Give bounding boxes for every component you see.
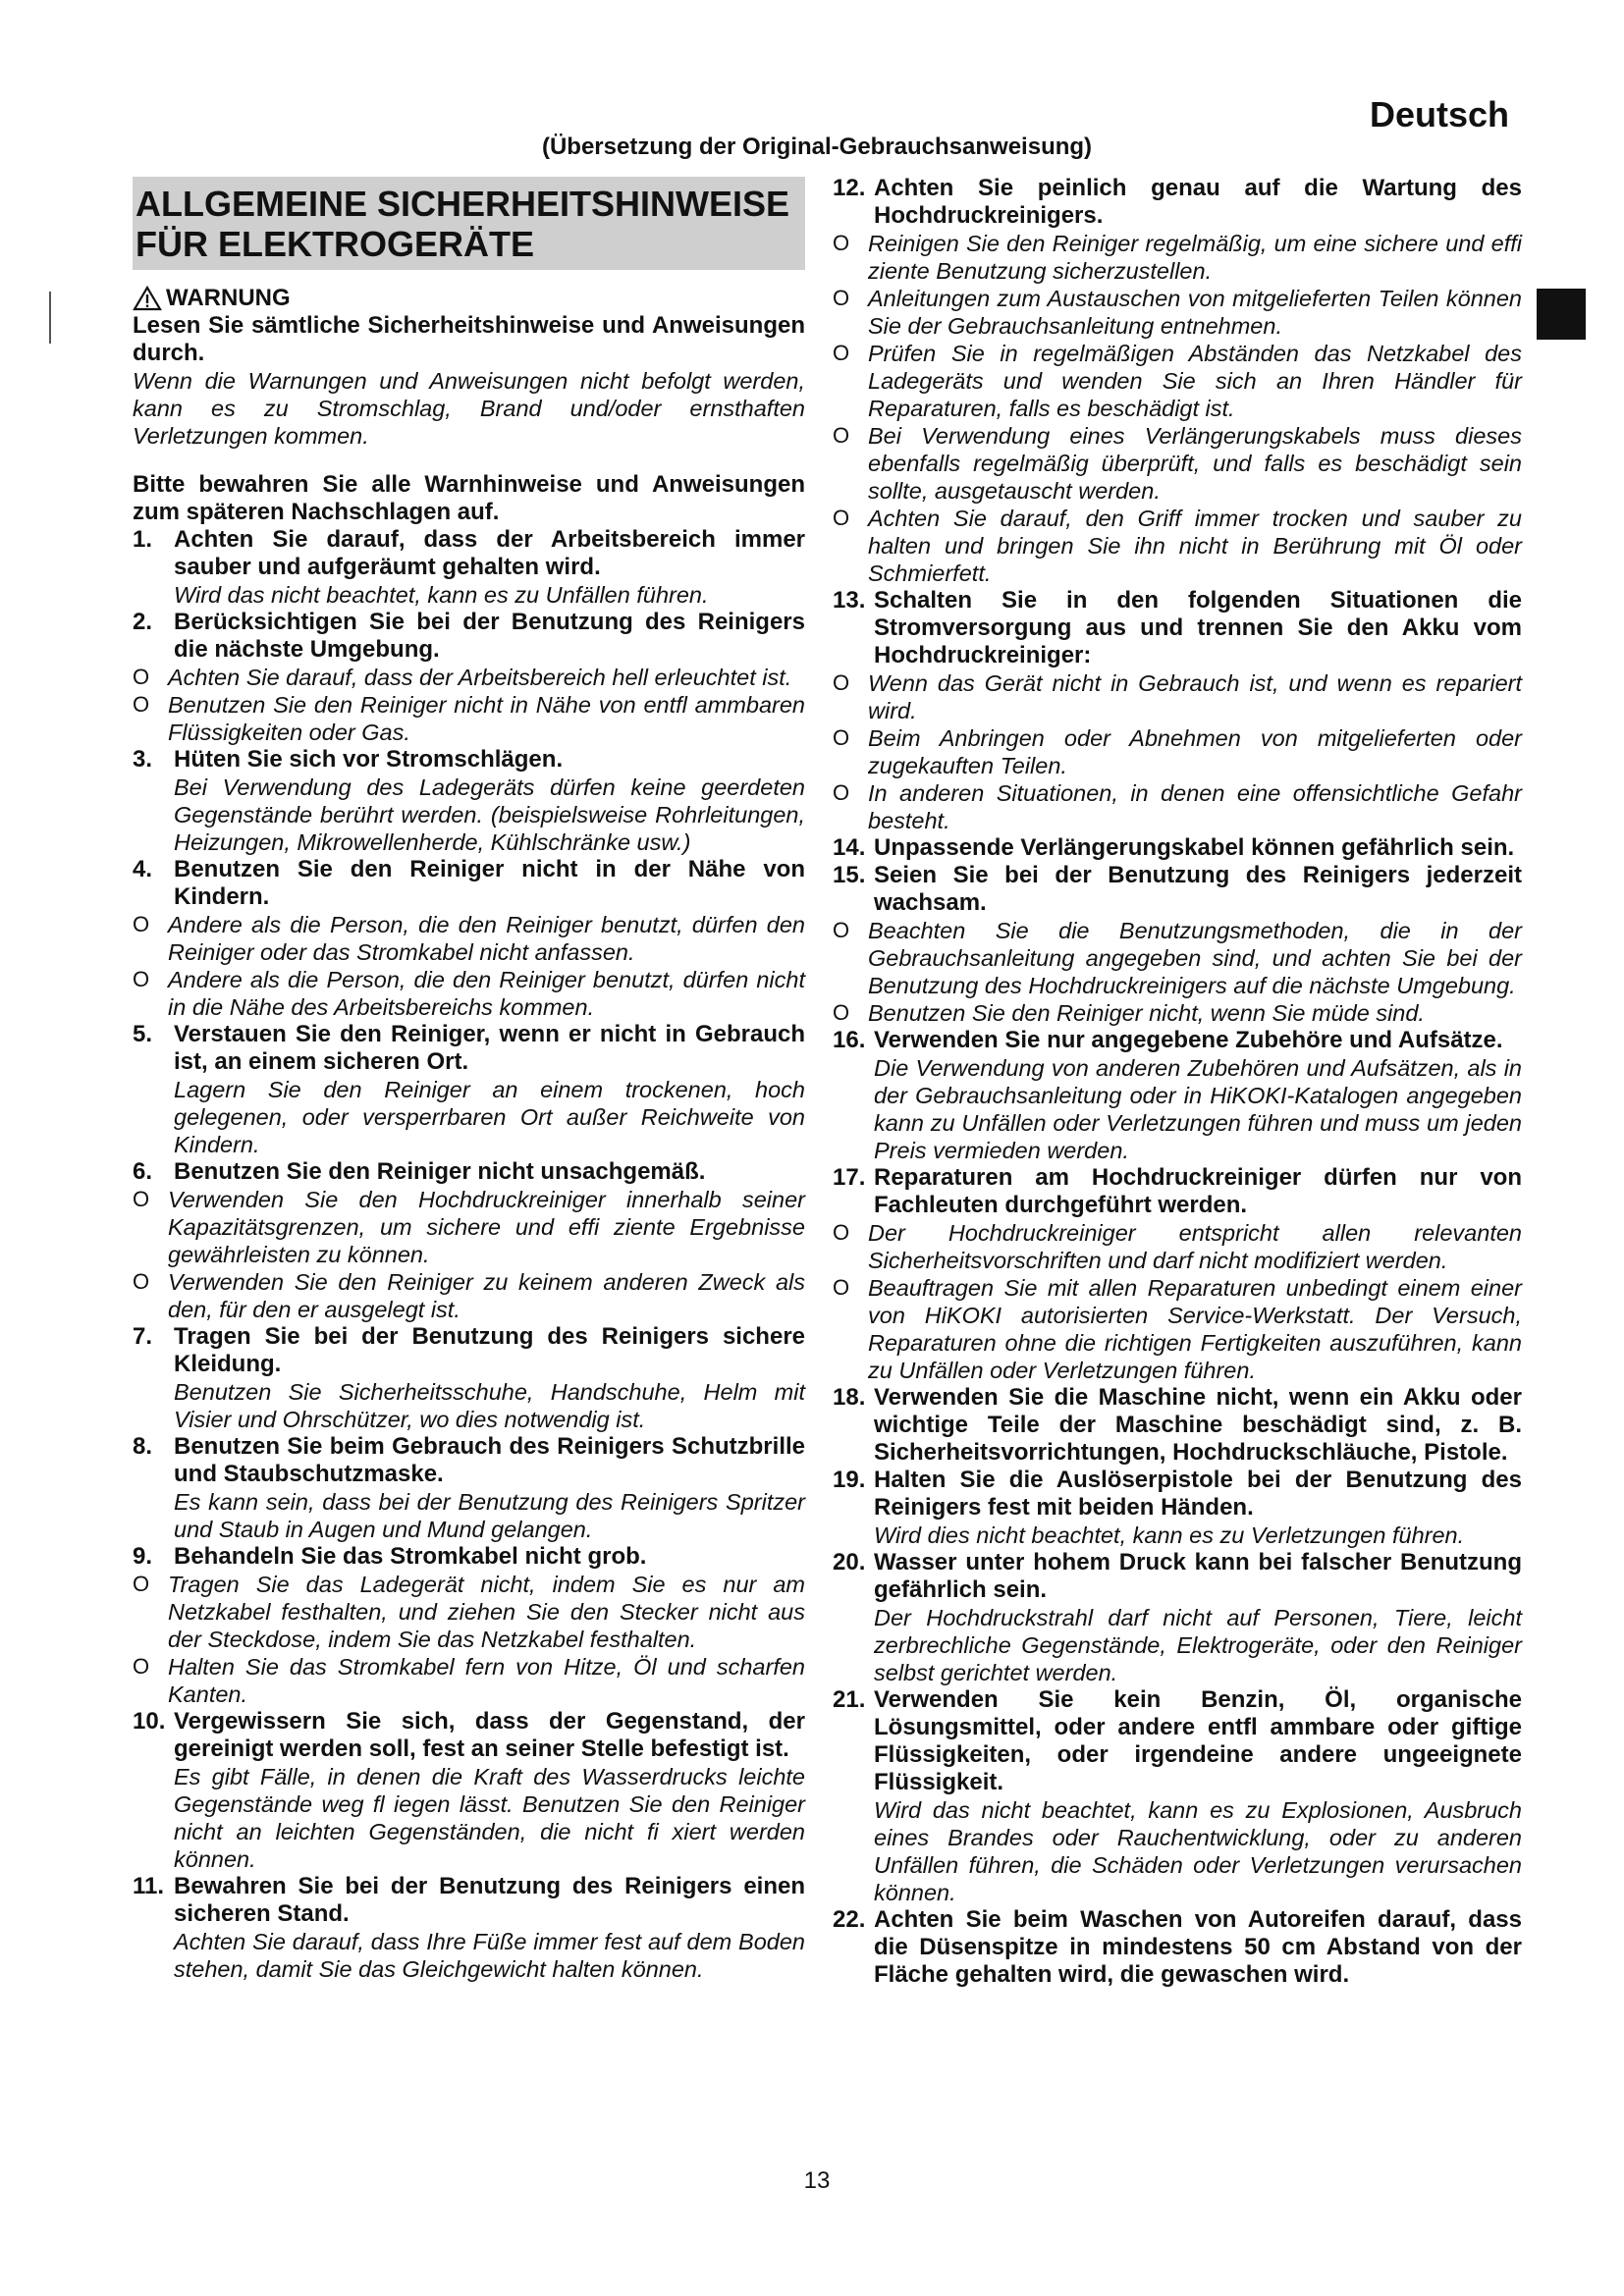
bullet-circle-icon: O: [133, 692, 150, 717]
bullet-circle-icon: O: [833, 423, 850, 448]
safety-item: [133, 856, 805, 911]
bullet-item: [833, 340, 1522, 422]
page-number: 13: [803, 2167, 831, 2194]
item-number: 5.: [133, 1021, 153, 1047]
bullet-text: Beim Anbringen oder Abnehmen von mitgelieferten oder zugekauften Teilen.: [868, 725, 1522, 778]
item-title: Halten Sie die Auslöserpistole bei der Benutzung des Reinigers fest mit beiden Händen.: [874, 1467, 1522, 1521]
item-title: Behandeln Sie das Stromkabel nicht grob.: [174, 1543, 647, 1570]
bullet-text: Bei Verwendung eines Verlängerungskabels muss dieses ebenfalls regelmäßig überprüft, und falls es beschädigt sein sollte, ausgetauscht werden.: [868, 423, 1522, 504]
item-title: Wasser unter hohem Druck kann bei falscher Benutzung gefährlich sein.: [874, 1549, 1522, 1603]
item-body: [174, 746, 805, 774]
bullet-item: [133, 1571, 805, 1653]
item-number: 14.: [833, 834, 866, 861]
bullet-circle-icon: O: [133, 665, 150, 689]
item-body: [174, 1708, 805, 1763]
bullet-circle-icon: O: [833, 1220, 850, 1245]
item-number: 18.: [833, 1384, 866, 1411]
item-title: Reparaturen am Hochdruckreiniger dürfen nur von Fachleuten durchgeführt werden.: [874, 1164, 1522, 1218]
bullet-item: [833, 1219, 1522, 1274]
item-title: Schalten Sie in den folgenden Situationen die Stromversorgung aus und trennen Sie den Akku vom Hochdruckreiniger:: [874, 587, 1522, 668]
item-title: Achten Sie darauf, dass der Arbeitsbereich immer sauber und aufgeräumt gehalten wird.: [174, 526, 805, 580]
item-text: Achten Sie darauf, dass Ihre Füße immer fest auf dem Boden stehen, damit Sie das Gleichgewicht halten können.: [174, 1929, 805, 1982]
safety-item: [833, 175, 1522, 230]
item-number: 11.: [133, 1873, 165, 1899]
bullet-text: Benutzen Sie den Reiniger nicht, wenn Sie müde sind.: [868, 1000, 1425, 1026]
bullet-text: Reinigen Sie den Reiniger regelmäßig, um eine sichere und effi ziente Benutzung sicherzustellen.: [868, 231, 1522, 284]
intro-bold: Lesen Sie sämtliche Sicherheitshinweise und Anweisungen durch.: [133, 312, 805, 366]
left-column: [133, 177, 805, 1983]
item-title: Achten Sie peinlich genau auf die Wartung des Hochdruckreinigers.: [874, 175, 1522, 229]
item-number: 10.: [133, 1708, 166, 1735]
item-body: [874, 834, 1522, 862]
item-text: Wird dies nicht beachtet, kann es zu Verletzungen führen.: [874, 1522, 1465, 1548]
bullet-item: [833, 230, 1522, 285]
bullet-item: [133, 966, 805, 1021]
item-title: Verstauen Sie den Reiniger, wenn er nicht in Gebrauch ist, an einem sicheren Ort.: [174, 1021, 805, 1075]
safety-item: [133, 1158, 805, 1186]
bullet-text: Prüfen Sie in regelmäßigen Abständen das Netzkabel des Ladegeräts und wenden Sie sich an Ihren Händler für Reparaturen, falls es beschädigt ist.: [868, 341, 1522, 421]
bullet-item: [133, 1186, 805, 1268]
item-body: [174, 526, 805, 581]
bullet-circle-icon: O: [833, 780, 850, 805]
item-body: [874, 1384, 1522, 1467]
item-title: Bewahren Sie bei der Benutzung des Reinigers einen sicheren Stand.: [174, 1873, 805, 1927]
item-body: [874, 1467, 1522, 1522]
item-title: Benutzen Sie den Reiniger nicht in der Nähe von Kindern.: [174, 856, 805, 910]
bullet-text: Verwenden Sie den Reiniger zu keinem anderen Zweck als den, für den er ausgelegt ist.: [168, 1269, 805, 1322]
item-title: Benutzen Sie beim Gebrauch des Reinigers Schutzbrille und Staubschutzmaske.: [174, 1433, 805, 1487]
item-title: Seien Sie bei der Benutzung des Reinigers jederzeit wachsam.: [874, 862, 1522, 916]
item-body: [874, 1906, 1522, 1989]
item-title: Vergewissern Sie sich, dass der Gegenstand, der gereinigt werden soll, fest an seiner Stelle befestigt ist.: [174, 1708, 805, 1762]
bullet-circle-icon: O: [133, 1654, 150, 1679]
safety-item: [133, 1543, 805, 1571]
safety-item: [133, 1873, 805, 1928]
safety-item: [133, 1021, 805, 1076]
item-number: 22.: [833, 1906, 866, 1933]
item-title: Berücksichtigen Sie bei der Benutzung des Reinigers die nächste Umgebung.: [174, 609, 805, 663]
item-number: 9.: [133, 1543, 153, 1570]
bullet-text: Halten Sie das Stromkabel fern von Hitze, Öl und scharfen Kanten.: [168, 1654, 805, 1707]
safety-item: [833, 834, 1522, 862]
bullet-text: Anleitungen zum Austauschen von mitgelieferten Teilen können Sie der Gebrauchsanleitung entnehmen.: [868, 286, 1522, 339]
bullet-circle-icon: O: [133, 912, 150, 936]
intro-italic: Wenn die Warnungen und Anweisungen nicht befolgt werden, kann es zu Stromschlag, Brand und/oder ernsthaften Verletzungen kommen.: [133, 368, 805, 449]
margin-line: [49, 292, 51, 344]
left-safety-list: [133, 526, 805, 1983]
bullet-item: [833, 285, 1522, 340]
bullet-text: Achten Sie darauf, den Griff immer trocken und sauber zu halten und bringen Sie ihn nicht in Berührung mit Öl oder Schmierfett.: [868, 506, 1522, 586]
item-title: Hüten Sie sich vor Stromschlägen.: [174, 746, 564, 773]
safety-item: [833, 1384, 1522, 1467]
item-body: [874, 1549, 1522, 1604]
item-body: [174, 1021, 805, 1076]
item-text: Bei Verwendung des Ladegeräts dürfen keine geerdeten Gegenstände berührt werden. (beispielsweise Rohrleitungen, Heizungen, Mikrowellenherde, Kühlschränke usw.): [174, 774, 805, 855]
item-number: 3.: [133, 746, 153, 773]
safety-item: [833, 1467, 1522, 1522]
safety-item: [833, 1027, 1522, 1054]
item-body: [874, 1686, 1522, 1796]
item-number: 4.: [133, 856, 153, 882]
safety-item: [133, 526, 805, 581]
item-text: Der Hochdruckstrahl darf nicht auf Personen, Tiere, leicht zerbrechliche Gegenstände, Elektrogeräte, oder den Reiniger selbst gerichtet werden.: [874, 1605, 1522, 1685]
keep-instructions-note: Bitte bewahren Sie alle Warnhinweise und Anweisungen zum späteren Nachschlagen auf.: [133, 471, 805, 525]
item-body: [174, 1323, 805, 1378]
item-number: 20.: [833, 1549, 866, 1575]
safety-item: [133, 1708, 805, 1763]
bullet-text: Achten Sie darauf, dass der Arbeitsbereich hell erleuchtet ist.: [168, 665, 792, 690]
bullet-circle-icon: O: [833, 670, 850, 695]
bullet-circle-icon: O: [833, 1275, 850, 1300]
bullet-item: [833, 779, 1522, 834]
bullet-circle-icon: O: [833, 286, 850, 310]
bullet-item: [833, 724, 1522, 779]
item-title: Verwenden Sie nur angegebene Zubehöre und Aufsätze.: [874, 1027, 1503, 1053]
warning-label: WARNUNG: [166, 285, 291, 311]
item-text: Es gibt Fälle, in denen die Kraft des Wasserdrucks leichte Gegenstände weg fl iegen lässt. Benutzen Sie den Reiniger nicht an leichten Gegenständen, die nicht fi xiert werden können.: [174, 1764, 805, 1872]
section-heading: ALLGEMEINE SICHERHEITSHINWEISE FÜR ELEKTROGERÄTE: [133, 177, 805, 270]
bullet-text: Andere als die Person, die den Reiniger benutzt, dürfen den Reiniger oder das Stromkabel nicht anfassen.: [168, 912, 805, 965]
bullet-text: Verwenden Sie den Hochdruckreiniger innerhalb seiner Kapazitätsgrenzen, um sichere und effi ziente Ergebnisse gewährleisten zu können.: [168, 1187, 805, 1267]
bullet-circle-icon: O: [833, 231, 850, 255]
bullet-item: [133, 691, 805, 746]
item-number: 19.: [833, 1467, 866, 1493]
bullet-text: In anderen Situationen, in denen eine offensichtliche Gefahr besteht.: [868, 780, 1522, 833]
item-text: Lagern Sie den Reiniger an einem trockenen, hoch gelegenen, oder versperrbaren Ort außer Reichweite von Kindern.: [174, 1077, 805, 1157]
bullet-text: Tragen Sie das Ladegerät nicht, indem Sie es nur am Netzkabel festhalten, und ziehen Sie den Stecker nicht aus der Steckdose, indem Sie das Netzkabel festhalten.: [168, 1572, 805, 1652]
safety-item: [833, 1549, 1522, 1604]
item-title: Verwenden Sie die Maschine nicht, wenn ein Akku oder wichtige Teile der Maschine beschädigt sind, z. B. Sicherheitsvorrichtungen, Hochdruckschläuche, Pistole.: [874, 1384, 1522, 1466]
bullet-circle-icon: O: [133, 1269, 150, 1294]
safety-item: [833, 862, 1522, 917]
item-number: 15.: [833, 862, 866, 888]
safety-item: [833, 587, 1522, 669]
right-column: [833, 175, 1522, 1989]
bullet-item: [833, 1274, 1522, 1384]
bullet-text: Benutzen Sie den Reiniger nicht in Nähe von entfl ammbaren Flüssigkeiten oder Gas.: [168, 692, 805, 745]
item-title: Tragen Sie bei der Benutzung des Reinigers sichere Kleidung.: [174, 1323, 805, 1377]
item-number: 2.: [133, 609, 153, 635]
language-label: Deutsch: [1369, 94, 1509, 134]
safety-item: [833, 1686, 1522, 1796]
item-body: [174, 856, 805, 911]
item-body: [874, 587, 1522, 669]
item-title: Verwenden Sie kein Benzin, Öl, organische Lösungsmittel, oder andere entfl ammbare oder giftige Flüssigkeiten, oder irgendeine andere ungeeignete Flüssigkeit.: [874, 1686, 1522, 1795]
bullet-item: [133, 1653, 805, 1708]
item-number: 6.: [133, 1158, 153, 1185]
bullet-item: [833, 422, 1522, 505]
item-number: 7.: [133, 1323, 153, 1350]
bullet-circle-icon: O: [133, 1187, 150, 1211]
item-text: Wird das nicht beachtet, kann es zu Unfällen führen.: [174, 582, 709, 608]
bullet-circle-icon: O: [833, 341, 850, 365]
bullet-text: Wenn das Gerät nicht in Gebrauch ist, und wenn es repariert wird.: [868, 670, 1522, 723]
item-body: [174, 609, 805, 664]
item-body: [874, 175, 1522, 230]
item-number: 17.: [833, 1164, 866, 1191]
bullet-circle-icon: O: [833, 506, 850, 530]
item-title: Benutzen Sie den Reiniger nicht unsachgemäß.: [174, 1158, 706, 1185]
item-body: [874, 862, 1522, 917]
bullet-text: Beauftragen Sie mit allen Reparaturen unbedingt einem einer von HiKOKI autorisierten Service-Werkstatt. Der Versuch, Reparaturen ohne die richtigen Fertigkeiten auszuführen, kann zu Unfällen oder Verletzungen führen.: [868, 1275, 1522, 1383]
bullet-text: Beachten Sie die Benutzungsmethoden, die in der Gebrauchsanleitung angegeben sind, und achten Sie bei der Benutzung des Hochdruckreinigers auf die nächste Umgebung.: [868, 918, 1522, 998]
item-text: Es kann sein, dass bei der Benutzung des Reinigers Spritzer und Staub in Augen und Mund gelangen.: [174, 1489, 805, 1542]
item-text: Die Verwendung von anderen Zubehören und Aufsätzen, als in der Gebrauchsanleitung oder in HiKOKI-Katalogen angegeben kann zu Unfällen oder Verletzungen führen und muss um jeden Preis vermieden werden.: [874, 1055, 1522, 1163]
item-number: 1.: [133, 526, 153, 553]
bullet-circle-icon: O: [133, 1572, 150, 1596]
bullet-item: [133, 911, 805, 966]
item-number: 21.: [833, 1686, 866, 1713]
item-number: 16.: [833, 1027, 866, 1053]
bullet-item: [133, 664, 805, 691]
item-title: Unpassende Verlängerungskabel können gefährlich sein.: [874, 834, 1515, 861]
bullet-item: [833, 505, 1522, 587]
item-body: [874, 1164, 1522, 1219]
warning-heading: [133, 284, 805, 312]
bullet-circle-icon: O: [133, 967, 150, 991]
item-body: [874, 1027, 1522, 1054]
warning-triangle-icon: [133, 286, 162, 311]
safety-item: [133, 746, 805, 774]
document-subtitle: (Übersetzung der Original-Gebrauchsanweisung): [541, 133, 1093, 160]
safety-item: [833, 1164, 1522, 1219]
bullet-item: [133, 1268, 805, 1323]
safety-item: [133, 609, 805, 664]
safety-item: [133, 1433, 805, 1488]
item-text: Wird das nicht beachtet, kann es zu Explosionen, Ausbruch eines Brandes oder Rauchentwicklung, oder zu anderen Unfällen führen, die Schäden oder Verletzungen verursachen können.: [874, 1797, 1522, 1905]
bullet-circle-icon: O: [833, 1000, 850, 1025]
right-safety-list: [833, 175, 1522, 1989]
bullet-text: Andere als die Person, die den Reiniger benutzt, dürfen nicht in die Nähe des Arbeitsbereichs kommen.: [168, 967, 805, 1020]
item-title: Achten Sie beim Waschen von Autoreifen darauf, dass die Düsenspitze in mindestens 50 cm Abstand von der Fläche gehalten wird, die gewaschen wird.: [874, 1906, 1522, 1988]
bullet-item: [833, 669, 1522, 724]
item-body: [174, 1543, 805, 1571]
item-body: [174, 1873, 805, 1928]
safety-item: [133, 1323, 805, 1378]
item-body: [174, 1158, 805, 1186]
item-number: 13.: [833, 587, 866, 614]
safety-item: [833, 1906, 1522, 1989]
item-text: Benutzen Sie Sicherheitsschuhe, Handschuhe, Helm mit Visier und Ohrschützer, wo dies notwendig ist.: [174, 1379, 805, 1432]
bullet-circle-icon: O: [833, 725, 850, 750]
bullet-text: Der Hochdruckreiniger entspricht allen relevanten Sicherheitsvorschriften und darf nicht modifiziert werden.: [868, 1220, 1522, 1273]
item-number: 12.: [833, 175, 866, 201]
bullet-circle-icon: O: [833, 918, 850, 942]
bullet-item: [833, 917, 1522, 999]
language-tab-marker: [1537, 289, 1586, 340]
item-number: 8.: [133, 1433, 153, 1460]
item-body: [174, 1433, 805, 1488]
bullet-item: [833, 999, 1522, 1027]
